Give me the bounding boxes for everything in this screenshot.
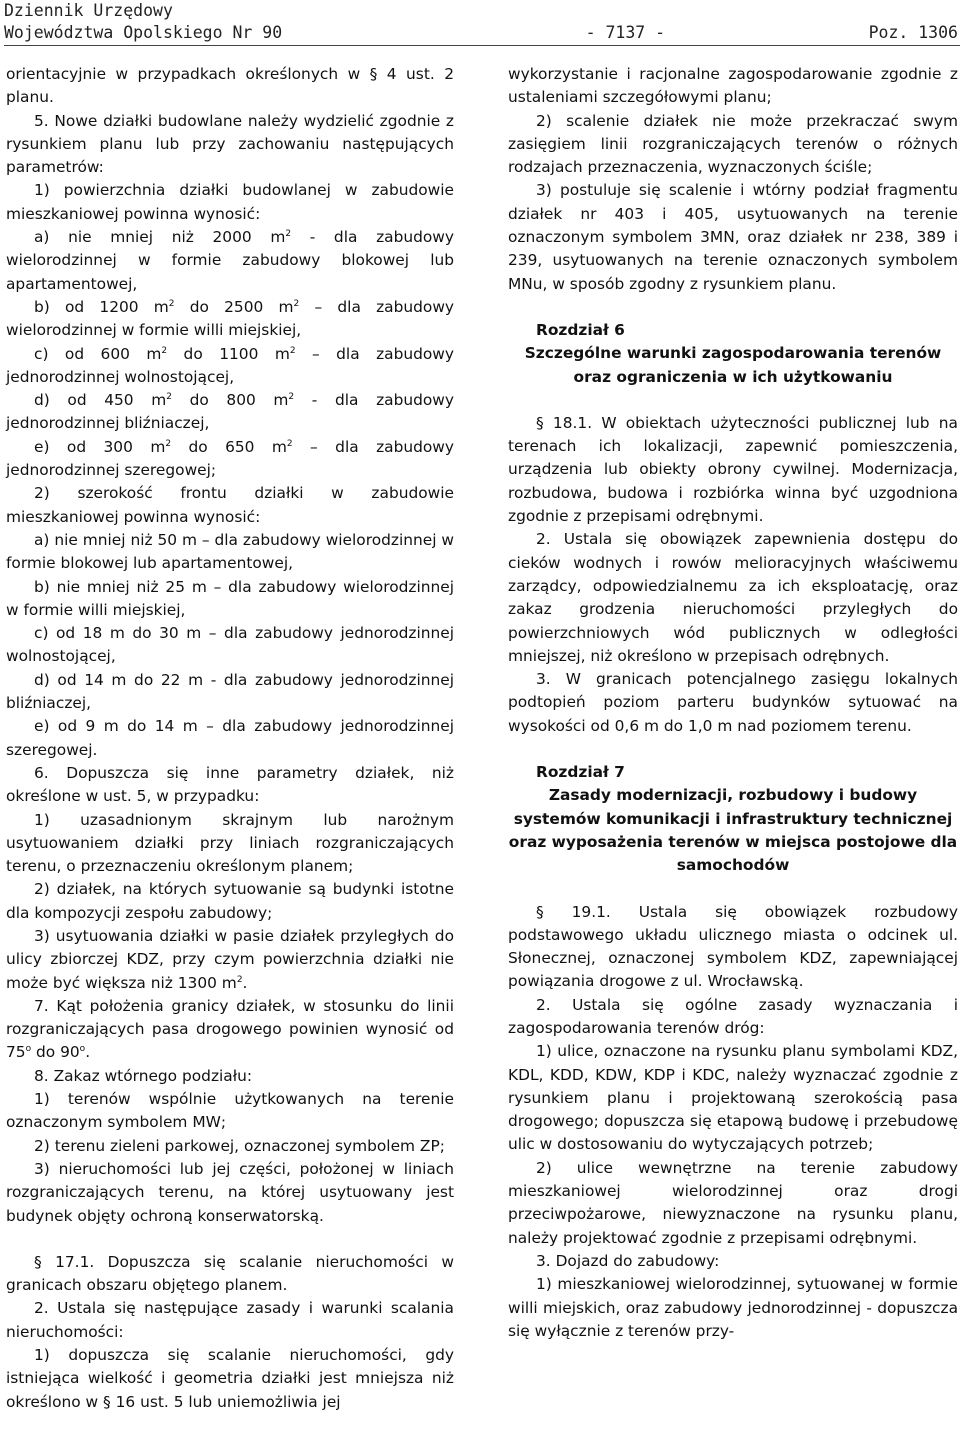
paragraph: 3) nieruchomości lub jej części, położonej w liniach rozgraniczających terenu, na której usytuowany jest budynek objęty ochroną konserwatorską. xyxy=(6,1159,454,1225)
paragraph: 2) szerokość frontu działki w zabudowie mieszkaniowej powinna wynosić: xyxy=(6,484,454,526)
paragraph: a) nie mniej niż 2000 $m^2$ - dla zabudowy wielorodzinnej w formie zabudowy blokowej lub apartamentowej, xyxy=(6,228,454,293)
paragraph: § 18.1. W obiektach użyteczności publicznej lub na terenach ich lokalizacji, zapewnić pomieszczenia, urządzenia lub obiekty obrony cywilnej. Modernizacja, rozbudowa, budowa i rozbiórka winna być uzgodniona zgodnie z przepisami odrębnymi. xyxy=(508,413,958,526)
paragraph: 1) mieszkaniowej wielorodzinnej, sytuowanej w formie willi miejskich, oraz zabudowy jednorodzinnej - dopuszcza się wyłącznie z terenów przy- xyxy=(508,1275,958,1340)
paragraph: 2. Ustala się obowiązek zapewnienia dostępu do cieków wodnych i rowów melioracyjnych właściwemu zarządcy, odpowiedzialnemu za ich eksploatację, oraz zakaz grodzenia nieruchomości przyległych do powierzchniowych wód publicznych w odległości mniejszej, niż określono w przepisach odrębnych. xyxy=(508,530,958,665)
paragraph: 2) ulice wewnętrzne na terenie zabudowy mieszkaniowej wielorodzinnej oraz drogi przeciwpożarowe, niewyznaczone na rysunku planu, należy projektować zgodnie z przepisami odrębnymi. xyxy=(508,1158,958,1247)
chapter-title: Szczególne warunki zagospodarowania terenów oraz ograniczenia w ich użytkowaniu xyxy=(524,344,942,386)
position-number: Poz. 1306 xyxy=(868,23,958,42)
paragraph: 6. Dopuszcza się inne parametry działek, niż określone w ust. 5, w przypadku: xyxy=(6,763,454,806)
paragraph: b) od 1200 $m^2$ do 2500 $m^2$ – dla zabudowy wielorodzinnej w formie willi miejskiej, xyxy=(6,297,455,340)
chapter-heading: Rozdział 6 xyxy=(536,320,625,339)
paragraph: 2) terenu zieleni parkowej, oznaczonej symbolem ZP; xyxy=(34,1136,445,1155)
paragraph: 2) działek, na których sytuowanie są budynki istotne dla kompozycji zespołu zabudowy; xyxy=(6,880,454,922)
paragraph: 2. Ustala się ogólne zasady wyznaczania i zagospodarowania terenów dróg: xyxy=(508,995,958,1037)
paragraph: a) nie mniej niż 50 m – dla zabudowy wielorodzinnej w formie blokowej lub apartamentowej, xyxy=(6,530,454,573)
chapter-heading: Rozdział 7 xyxy=(536,763,625,782)
paragraph: e) od 300 $m^2$ do 650 $m^2$ – dla zabudowy jednorodzinnej szeregowej; xyxy=(6,437,454,480)
paragraph: § 19.1. Ustala się obowiązek rozbudowy podstawowego układu ulicznego miasta o odcinek ul. Słonecznej, oznaczonej symbolem KDZ, zapewniającej powiązania drogowe z ul. Wrocławską. xyxy=(508,902,958,991)
paragraph: 1) terenów wspólnie użytkowanych na terenie oznaczonym symbolem MW; xyxy=(6,1090,454,1132)
journal-issue: Województwa Opolskiego Nr 90 xyxy=(4,23,283,42)
paragraph: 1) dopuszcza się scalanie nieruchomości, gdy istniejąca wielkość i geometria działki jest mniejsza niż określono w § 16 ust. 5 lub uniemożliwia jej xyxy=(6,1346,454,1411)
journal-title: Dziennik Urzędowy xyxy=(4,1,173,20)
chapter-title: Zasady modernizacji, rozbudowy i budowy systemów komunikacji i infrastruktury technicznej oraz wyposażenia terenów w miejsca postojowe dla samochodów xyxy=(508,786,958,875)
header-rule xyxy=(4,45,960,46)
paragraph: 2) scalenie działek nie może przekraczać swym zasięgiem linii rozgraniczających terenów o różnych rodzajach przeznaczenia, wyznaczonych ściśle; xyxy=(508,111,958,177)
paragraph: 2. Ustala się następujące zasady i warunki scalania nieruchomości: xyxy=(6,1299,454,1341)
header-line-2 xyxy=(4,22,958,44)
paragraph: d) od 450 $m^2$ do 800 $m^2$ - dla zabudowy jednorodzinnej bliźniaczej, xyxy=(6,391,454,433)
paragraph: e) od 9 m do 14 m – dla zabudowy jednorodzinnej szeregowej. xyxy=(6,717,454,759)
paragraph: 3. W granicach potencjalnego zasięgu lokalnych podtopień poziom parteru budynków sytuować na wysokości od 0,6 m do 1,0 m nad poziomem terenu. xyxy=(508,670,958,735)
paragraph: b) nie mniej niż 25 m – dla zabudowy wielorodzinnej w formie willi miejskiej, xyxy=(6,577,454,619)
right-column xyxy=(508,63,958,1343)
paragraph: 7. Kąt położenia granicy działek, w stosunku do linii rozgraniczających pasa drogowego powinien wynosić od 75$^o$ do 90$^o$. xyxy=(6,996,454,1062)
left-column xyxy=(6,63,454,1414)
paragraph: 8. Zakaz wtórnego podziału: xyxy=(34,1066,253,1085)
header-line-1 xyxy=(4,0,958,22)
paragraph: c) od 18 m do 30 m – dla zabudowy jednorodzinnej wolnostojącej, xyxy=(6,624,454,666)
paragraph: 5. Nowe działki budowlane należy wydzielić zgodnie z rysunkiem planu lub przy zachowaniu następujących parametrów: xyxy=(6,111,454,177)
paragraph: d) od 14 m do 22 m - dla zabudowy jednorodzinnej bliźniaczej, xyxy=(6,670,454,713)
paragraph: 3) postuluje się scalenie i wtórny podział fragmentu działek nr 403 i 405, usytuowanych na terenie oznaczonym symbolem 3MN, oraz działek nr 238, 389 i 239, usytuowanych na terenie oznaczonych symbolem MNu, w sposób zgodny z rysunkiem planu. xyxy=(508,181,958,293)
paragraph: 1) uzasadnionym skrajnym lub narożnym usytuowaniem działki przy liniach rozgraniczających terenu, o przeznaczeniu określonym planem; xyxy=(6,810,454,876)
paragraph: orientacyjnie w przypadkach określonych w § 4 ust. 2 planu. xyxy=(6,65,454,107)
paragraph: 1) powierzchnia działki budowlanej w zabudowie mieszkaniowej powinna wynosić: xyxy=(6,181,454,223)
paragraph: 1) ulice, oznaczone na rysunku planu symbolami KDZ, KDL, KDD, KDW, KDP i KDC, należy wyznaczać zgodnie z rysunkiem planu i projektowaną szerokością pasa drogowego; dopuszcza się etapową budowę i przebudowę ulic w dostosowaniu do wytyczających potrzeb; xyxy=(508,1042,958,1154)
paragraph: 3) usytuowania działki w pasie działek przyległych do ulicy zbiorczej KDZ, przy czym powierzchnia działki nie może być większa niż 1300 $m^2$. xyxy=(6,926,454,992)
paragraph: c) od 600 $m^2$ do 1100 $m^2$ – dla zabudowy jednorodzinnej wolnostojącej, xyxy=(6,344,454,386)
paragraph: § 17.1. Dopuszcza się scalanie nieruchomości w granicach obszaru objętego planem. xyxy=(6,1252,454,1295)
page-header xyxy=(4,0,958,44)
paragraph: 3. Dojazd do zabudowy: xyxy=(536,1251,720,1270)
page-number: - 7137 - xyxy=(585,23,666,42)
paragraph: wykorzystanie i racjonalne zagospodarowanie zgodnie z ustaleniami szczegółowymi planu; xyxy=(508,65,958,107)
